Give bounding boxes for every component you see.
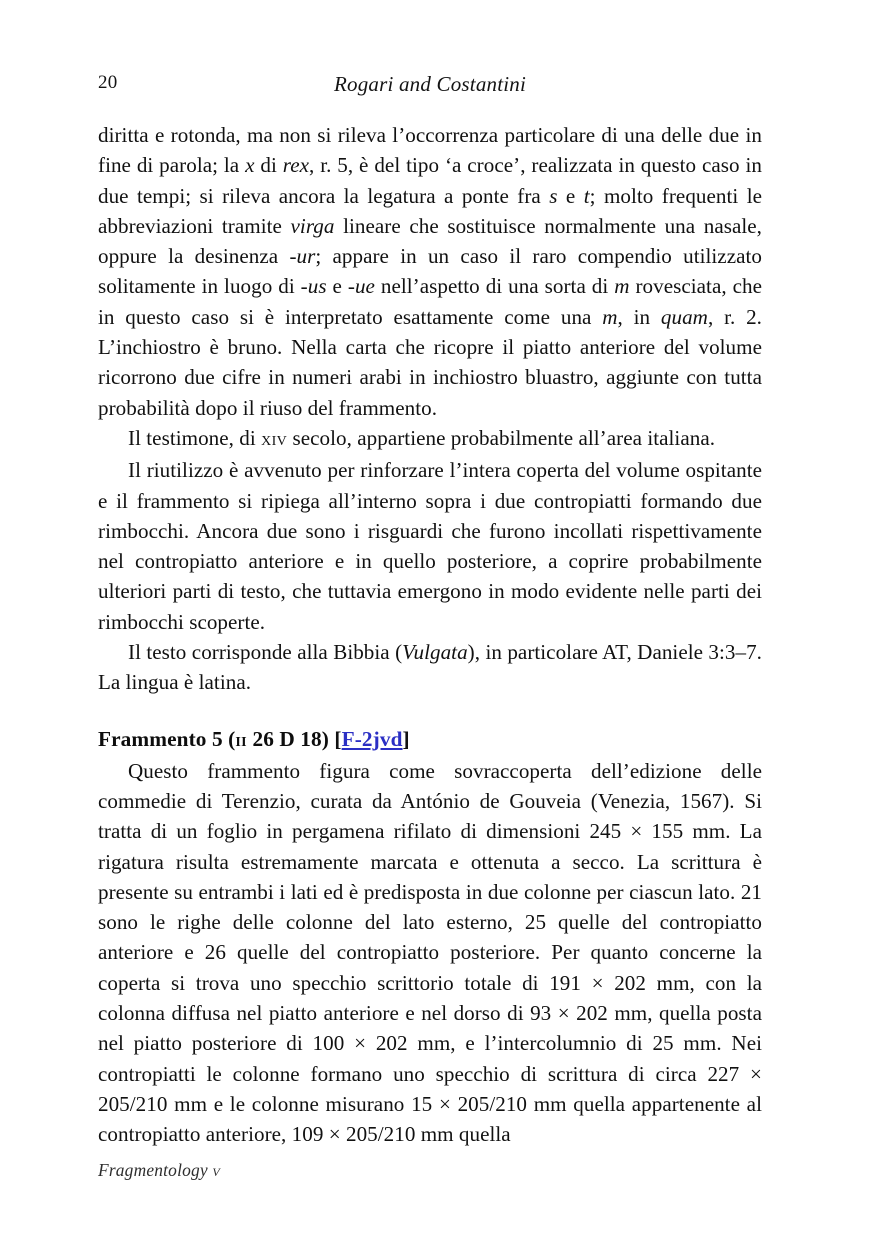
running-head-title: Rogari and Costantini [333, 72, 527, 96]
paragraph-testimone [98, 423, 762, 455]
page-footer [98, 1160, 762, 1181]
text-run: secolo, appartiene probabilmente all’area italiana. [287, 425, 716, 450]
emphasis-text: m [614, 274, 630, 299]
section-heading-frammento-5 [98, 698, 762, 756]
text-run: e [557, 183, 584, 208]
emphasis-text: -us [300, 274, 327, 299]
text-run: e [326, 274, 348, 299]
fragment-identifier-link[interactable]: F-2jvd [341, 726, 403, 751]
running-head [98, 72, 762, 98]
text-run: rovesciata, che in questo caso si è interpretato esattamente come una [98, 274, 763, 329]
text-run: ; molto frequenti le abbreviazioni tramite [98, 183, 763, 238]
emphasis-text: Vulgata [402, 640, 468, 665]
footer-journal-name: Fragmentology [98, 1160, 208, 1180]
text-run: Il testo corrisponde alla Bibbia ( [128, 640, 403, 665]
section-heading-label: Frammento 5 [98, 726, 223, 751]
page-number: 20 [98, 72, 118, 93]
emphasis-text: -ue [347, 274, 375, 299]
text-run: lineare che sostituisce normalmente una nasale, oppure la desinenza [98, 213, 762, 269]
text-run: diritta e rotonda, ma non si rileva l’occorrenza particolare di una delle due in fine di parola; la [98, 123, 762, 178]
text-run: , in [617, 304, 661, 329]
emphasis-text: m [602, 304, 618, 329]
section-heading-bracket-open: [ [328, 726, 342, 751]
text-run: , r. 2. L’inchiostro è bruno. Nella carta che ricopre il piatto anteriore del volume ricorrono due cifre in numeri arabi in inchiostro bluastro, aggiunte con tutta probabilità dopo il riuso del frammento. [98, 304, 762, 420]
text-run: Il testimone, di [128, 425, 262, 450]
section-heading-shelfmark-open: ( [222, 726, 236, 751]
footer-journal-title [98, 1160, 220, 1180]
emphasis-text: virga [290, 213, 335, 238]
text-run: , r. 5, è del tipo ‘a croce’, realizzata in questo caso in due tempi; si rileva ancora la legatura a ponte fra [98, 153, 762, 208]
section-heading-shelfmark-smallcaps: ii [235, 728, 248, 751]
emphasis-text: t [583, 183, 590, 208]
small-caps-text: xiv [261, 428, 288, 450]
text-block [98, 120, 762, 1150]
emphasis-text: quam [660, 304, 708, 329]
footer-volume: v [212, 1161, 221, 1180]
paragraph-testo [98, 637, 762, 698]
text-run: nell’aspetto di una sorta di [374, 274, 615, 299]
text-run: Questo frammento figura come sovraccoperta dell’edizione delle commedie di Terenzio, curata da António de Gouveia (Venezia, 1567). Si tratta di un foglio in pergamena rifilato di dimensioni 245 × 155 mm. La rigatura risulta estremamente marcata e ottenuta a secco. La scrittura è presente su entrambi i lati ed è predisposta in due colonne per ciascun lato. 21 sono le righe delle colonne del lato esterno, 25 quelle del contropiatto anteriore e 26 quelle del contropiatto posteriore. Per quanto concerne la coperta si trova uno specchio scrittorio totale di 191 × 202 mm, con la colonna diffusa nel piatto anteriore e nel dorso di 93 × 202 mm, quella posta nel piatto posteriore di 100 × 202 mm, e l’intercolumnio di 25 mm. Nei contropiatti le colonne formano uno specchio di scrittura di circa 227 × 205/210 mm e le colonne misurano 15 × 205/210 mm quella appartenente al contropiatto anteriore, 109 × 205/210 mm quella [98, 758, 762, 1147]
text-run: ; appare in un caso il raro compendio utilizzato solitamente in luogo di [98, 244, 763, 299]
paragraph-scrittura [98, 120, 762, 423]
text-run: ), in particolare AT, Daniele 3:3–7. La lingua è latina. [98, 640, 762, 695]
paragraph-frammento-5 [98, 756, 762, 1150]
text-run: di [254, 153, 283, 178]
emphasis-text: s [549, 183, 558, 208]
section-heading-shelfmark-rest: 26 D 18) [247, 726, 329, 751]
paragraph-riutilizzo [98, 455, 762, 637]
emphasis-text: -ur [289, 244, 316, 269]
section-heading-bracket-close: ] [402, 726, 410, 751]
emphasis-text: x [245, 153, 255, 178]
emphasis-text: rex [282, 153, 310, 178]
text-run: Il riutilizzo è avvenuto per rinforzare l’intera coperta del volume ospitante e il frammento si ripiega all’interno sopra i due contropiatti formando due rimbocchi. Ancora due sono i risguardi che furono incollati rispettivamente nel contropiatto anteriore e in quello posteriore, a coprire probabilmente ulteriori parti di testo, che tuttavia emergono in modo evidente nelle parti dei rimbocchi scoperte. [98, 458, 762, 634]
